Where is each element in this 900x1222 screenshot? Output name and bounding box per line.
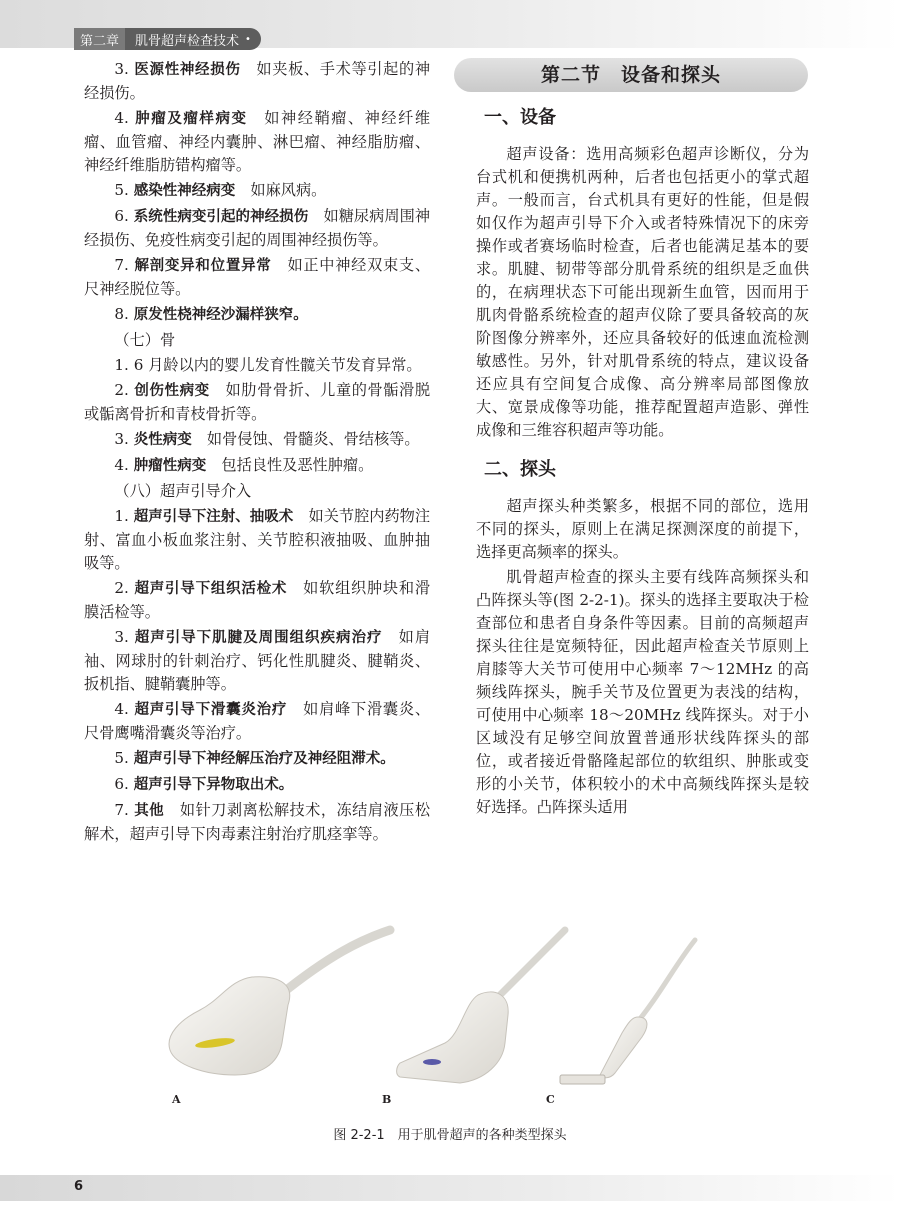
left-column (84, 58, 430, 848)
bone-heading: （七）骨 (114, 331, 176, 349)
hockey-stick-probe-c-icon (560, 940, 695, 1084)
item-term: 肿瘤性病变 (133, 458, 207, 474)
probe-heading: 二、探头 (484, 459, 556, 480)
item-term: 超声引导下滑囊炎治疗 (134, 702, 288, 718)
item-term: 肿瘤及瘤样病变 (135, 111, 248, 127)
guided-intervention-list (84, 505, 430, 846)
equipment-heading: 一、设备 (484, 107, 556, 128)
item-term: 感染性神经病变 (133, 183, 236, 199)
list-item (84, 454, 430, 478)
item-text: 如糖尿病周围神经损伤、免疫性病变引起的周围神经损伤等。 (84, 207, 431, 249)
list-item (84, 379, 430, 426)
equipment-paragraph: 超声设备：选用高频彩色超声诊断仪，分为台式机和便携机两种，后者也包括更小的掌式超声。一般而言，台式机具有更好的性能，但是假如仅作为超声引导下介入或者特殊情况下的床旁操作或者赛场临时检查，后者也能满足基本的要求。肌腱、韧带等部分肌骨系统的组织是乏血供的，在病理状态下可能出现新生血管，因而用于肌肉骨骼系统检查的超声仪除了要具备较高的灰阶图像分辨率外，还应具备较好的低速血流检测敏感性。另外，针对肌骨系统的特点，建议设备还应具有空间复合成像、高分辨率局部图像放大、宽景成像等功能，推荐配置超声造影、弹性成像和三维容积超声等功能。 (476, 145, 809, 439)
item-number: 1. (114, 356, 129, 374)
header-dot: • (245, 33, 251, 45)
linear-probe-b-icon (397, 930, 565, 1083)
list-item (84, 747, 430, 771)
item-text: 如肩峰下滑囊炎、尺骨鹰嘴滑囊炎等治疗。 (84, 700, 431, 742)
probe-paragraph-2: 肌骨超声检查的探头主要有线阵高频探头和凸阵探头等(图 2-2-1)。探头的选择主要取决于检查部位和患者自身条件等因素。目前的高频超声探头往往是宽频特征，因此超声检查关节原则上肩膝等大关节可使用中心频率 7～12MHz 的高频线阵探头，腕手关节及位置更为表浅的结构，可使用中心频率 18～20MHz 线阵探头。对于小区域没有足够空间放置普通形状线阵探头的部位，或者接近骨骼隆起部位的软组织、肿胀或变形的小关节，体积较小的术中高频线阵探头是较好选择。凸阵探头适用 (476, 568, 809, 816)
probe-label-c: C (546, 1093, 555, 1106)
list-item (84, 505, 430, 575)
item-number: 7. (114, 801, 129, 819)
item-number: 3. (114, 430, 129, 448)
list-item (84, 107, 430, 177)
item-text: 如神经鞘瘤、神经纤维瘤、血管瘤、神经内囊肿、淋巴瘤、神经脂肪瘤、神经纤维脂肪错构瘤等。 (84, 109, 431, 174)
item-term: 其他 (134, 803, 165, 819)
item-text: 6 月龄以内的婴儿发育性髋关节发育异常。 (133, 356, 422, 374)
convex-probe-a-icon (169, 930, 390, 1075)
item-term: 炎性病变 (133, 432, 192, 448)
item-term: 超声引导下组织活检术 (134, 581, 288, 597)
item-text: 包括良性及恶性肿瘤。 (221, 456, 374, 474)
item-term: 超声引导下注射、抽吸术 (133, 509, 294, 525)
item-text: 如麻风病。 (250, 181, 327, 199)
guided-heading: （八）超声引导介入 (114, 482, 252, 500)
list-item (84, 428, 430, 452)
probe-illustrations (160, 925, 780, 1110)
item-number: 8. (114, 305, 129, 323)
probe-paragraph-1: 超声探头种类繁多，根据不同的部位，选用不同的探头，原则上在满足探测深度的前提下，选择更高频率的探头。 (476, 497, 809, 561)
item-text: 如正中神经双束支、尺神经脱位等。 (84, 256, 431, 298)
item-text: 如骨侵蚀、骨髓炎、骨结核等。 (206, 430, 420, 448)
list-item (84, 354, 430, 377)
list-item (84, 205, 430, 252)
chapter-title: 肌骨超声检查技术 (135, 33, 240, 49)
item-number: 6. (114, 207, 129, 225)
item-number: 2. (114, 381, 129, 399)
nerve-lesion-list (84, 58, 430, 327)
item-term: 超声引导下肌腱及周围组织疾病治疗 (134, 630, 383, 646)
list-item (84, 626, 430, 696)
list-item (84, 179, 430, 203)
item-text: 如软组织肿块和滑膜活检等。 (84, 579, 431, 621)
right-column (476, 58, 809, 821)
list-item (84, 58, 430, 105)
footer-band (0, 1175, 900, 1201)
section-title: 第二节 设备和探头 (454, 58, 808, 92)
item-number: 3. (114, 628, 129, 646)
item-term: 创伤性病变 (134, 383, 210, 399)
item-term: 系统性病变引起的神经损伤 (133, 209, 309, 225)
item-number: 1. (114, 507, 129, 525)
chapter-header (74, 28, 261, 50)
item-number: 6. (114, 775, 129, 793)
figure-caption: 图 2-2-1 用于肌骨超声的各种类型探头 (333, 1128, 567, 1143)
item-number: 3. (114, 60, 129, 78)
probe-figure (160, 925, 780, 1110)
list-item (84, 303, 430, 327)
chapter-number: 第二章 (74, 28, 125, 50)
list-item (84, 799, 430, 846)
item-term: 医源性神经损伤 (134, 62, 241, 78)
item-number: 4. (114, 109, 129, 127)
item-term: 超声引导下神经解压治疗及神经阻滞术。 (133, 751, 395, 767)
item-text: 如关节腔内药物注射、富血小板血浆注射、关节腔积液抽吸、血肿抽吸等。 (84, 507, 431, 572)
probe-label-b: B (382, 1093, 392, 1106)
item-number: 5. (114, 181, 129, 199)
item-number: 4. (114, 700, 129, 718)
item-term: 超声引导下异物取出术。 (133, 777, 294, 793)
item-number: 5. (114, 749, 129, 767)
item-text: 如夹板、手术等引起的神经损伤。 (84, 60, 431, 102)
item-text: 如针刀剥离松解技术，冻结肩液压松解术，超声引导下肉毒素注射治疗肌痉挛等。 (84, 801, 431, 843)
list-item (84, 773, 430, 797)
bone-lesion-list (84, 354, 430, 478)
item-term: 解剖变异和位置异常 (134, 258, 272, 274)
item-term: 原发性桡神经沙漏样狭窄。 (133, 307, 308, 323)
item-number: 2. (114, 579, 129, 597)
list-item (84, 254, 430, 301)
list-item (84, 577, 430, 624)
item-text: 如肋骨骨折、儿童的骨骺滑脱或骺离骨折和青枝骨折等。 (84, 381, 431, 423)
item-text: 如肩袖、网球肘的针刺治疗、钙化性肌腱炎、腱鞘炎、扳机指、腱鞘囊肿等。 (84, 628, 431, 693)
page-number: 6 (74, 1179, 84, 1194)
item-number: 7. (114, 256, 129, 274)
item-number: 4. (114, 456, 129, 474)
list-item (84, 698, 430, 745)
probe-label-a: A (172, 1093, 181, 1106)
